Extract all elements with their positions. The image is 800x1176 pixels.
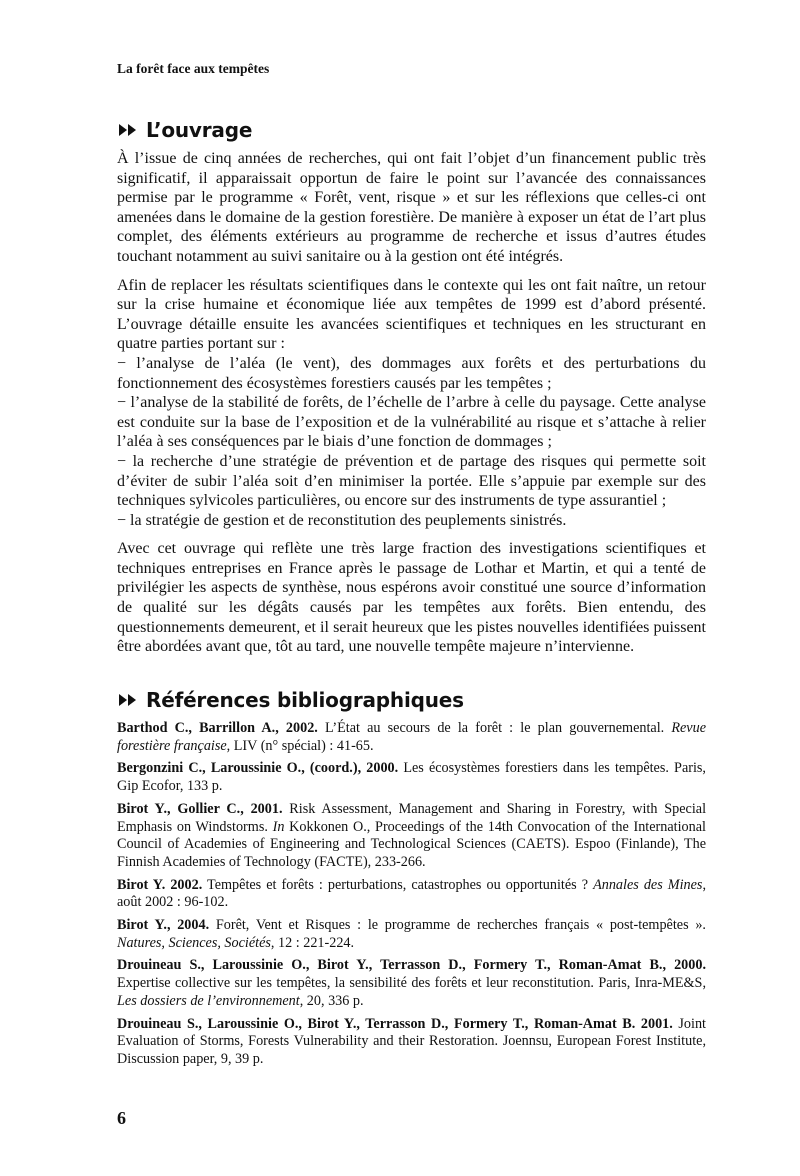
ref-tail: , 12 : 221-224. [270,934,355,951]
ref-text: Tempêtes et forêts : perturbations, catastrophes ou opportunités ? [202,876,594,893]
ref-tail: , août 2002 : 96-102. [117,876,706,911]
list-item: − l’analyse de la stabilité de forêts, de l’échelle de l’arbre à celle du paysage. Cette analyse est conduite sur la base de l’exposition et de la vulnérabilité au risque et s’attache à relier l’aléa à ses conséquences par le biais d’une fonction de dommages ; [117,393,706,452]
ref-italic: Natures, Sciences, Sociétés [117,934,271,951]
section-title: Références bibliographiques [146,688,464,712]
ref-authors: Birot Y., 2004. [117,917,210,934]
section-title: L’ouvrage [146,118,253,142]
ref-tail: Kokkonen O., Proceedings of the 14th Convocation of the International Council of Academies of Engineering and Technological Sciences (CAETS). Espoo (Finlande), The Finnish Academies of Technology (FACTE), 233-266. [117,818,706,870]
double-arrow-icon [118,123,138,137]
ref-authors: Barthod C., Barrillon A., 2002. [117,720,318,736]
list-item: − la recherche d’une stratégie de prévention et de partage des risques qui permette soit d’éviter de subir l’aléa soit d’en minimiser la portée. Elle s’appuie par exemple sur des techniques sylvicoles particulières, ou encore sur des instruments de type assurantiel ; [117,452,706,511]
reference-entry [117,760,706,795]
reference-entry [117,720,706,755]
ref-authors: Drouineau S., Laroussinie O., Birot Y., Terrasson D., Formery T., Roman-Amat B., 2000. [117,957,706,974]
double-arrow-icon [118,693,138,707]
ref-italic: Revue forestière française [117,720,706,754]
section-heading-references [118,690,464,710]
ref-tail: , LIV (n° spécial) : 41-65. [226,737,374,754]
paragraph [117,276,706,354]
paragraph-text: Afin de replacer les résultats scientifiques dans le contexte qui les ont fait naître, un retour sur la crise humaine et économique liée aux tempêtes de 1999 est d’abord présenté. L’ouvrage détaille ensuite les avancées scientifiques et techniques en les structurant en quatre parties portant sur : [117,276,706,353]
ref-authors: Drouineau S., Laroussinie O., Birot Y., Terrasson D., Formery T., Roman-Amat B. 2001. [117,1015,673,1032]
list-item: − la stratégie de gestion et de reconstitution des peuplements sinistrés. [117,511,706,531]
references-list [117,720,706,1074]
ouvrage-body [117,149,706,666]
ref-authors: Birot Y., Gollier C., 2001. [117,800,283,817]
ref-text: Forêt, Vent et Risques : le programme de recherches français « post-tempêtes ». [209,917,706,934]
ref-authors: Bergonzini C., Laroussinie O., (coord.), 2000. [117,760,399,777]
paragraph: À l’issue de cinq années de recherches, qui ont fait l’objet d’un financement public très significatif, il apparaissait opportun de faire le point sur l’avancée des connaissances permise par le programme « Forêt, vent, risque » et sur les réflexions que celles-ci ont amenées dans le domaine de la gestion forestière. De manière à exposer un état de l’art plus complet, des éléments extérieurs au programme de recherche et issus d’autres études touchant notamment au suivi sanitaire ou à la gestion ont été intégrés. [117,150,706,265]
ref-italic: Annales des Mines [593,876,703,893]
paragraph: Avec cet ouvrage qui reflète une très large fraction des investigations scientifiques et techniques entreprises en France après le passage de Lothar et Martin, et qui a tenté de privilégier les aspects de synthèse, nous espérons avoir constitué une source d’information de qualité sur les dégâts causés par les tempêtes aux forêts. Bien entendu, des questionnements demeurent, et il serait heureux que les pistes nouvelles identifiées puissent être abordées avant que, tôt au tard, une nouvelle tempête majeure n’intervienne. [117,540,706,656]
running-head: La forêt face aux tempêtes [117,61,270,76]
ref-text: L’État au secours de la forêt : le plan gouvernemental. [317,720,672,736]
list-item: − l’analyse de l’aléa (le vent), des dommages aux forêts et des perturbations du fonctionnement des écosystèmes forestiers causés par les tempêtes ; [117,354,706,393]
ref-italic: In [272,818,285,835]
ref-text: Expertise collective sur les tempêtes, la sensibilité des forêts et leur reconstitution. Paris, Inra-ME&S, [117,975,706,992]
reference-entry [117,1016,706,1069]
reference-entry [117,957,706,1010]
ref-text: Risk Assessment, Management and Sharing in Forestry, with Special Emphasis on Windstorms. [117,800,707,835]
section-heading-ouvrage [118,120,252,140]
parts-list [117,354,706,530]
ref-text: Joint Evaluation of Storms, Forests Vulnerability and their Restoration. Joennsu, European Forest Institute, Discussion paper, 9, 39 p. [117,1015,706,1067]
ref-text: Les écosystèmes forestiers dans les tempêtes. Paris, Gip Ecofor, 133 p. [117,760,706,795]
ref-italic: Les dossiers de l’environnement [117,992,300,1009]
ref-tail: , 20, 336 p. [299,992,364,1009]
page-number: 6 [117,1108,126,1128]
reference-entry [117,877,706,912]
ref-authors: Birot Y. 2002. [117,876,203,893]
reference-entry [117,917,706,952]
reference-entry [117,801,706,872]
